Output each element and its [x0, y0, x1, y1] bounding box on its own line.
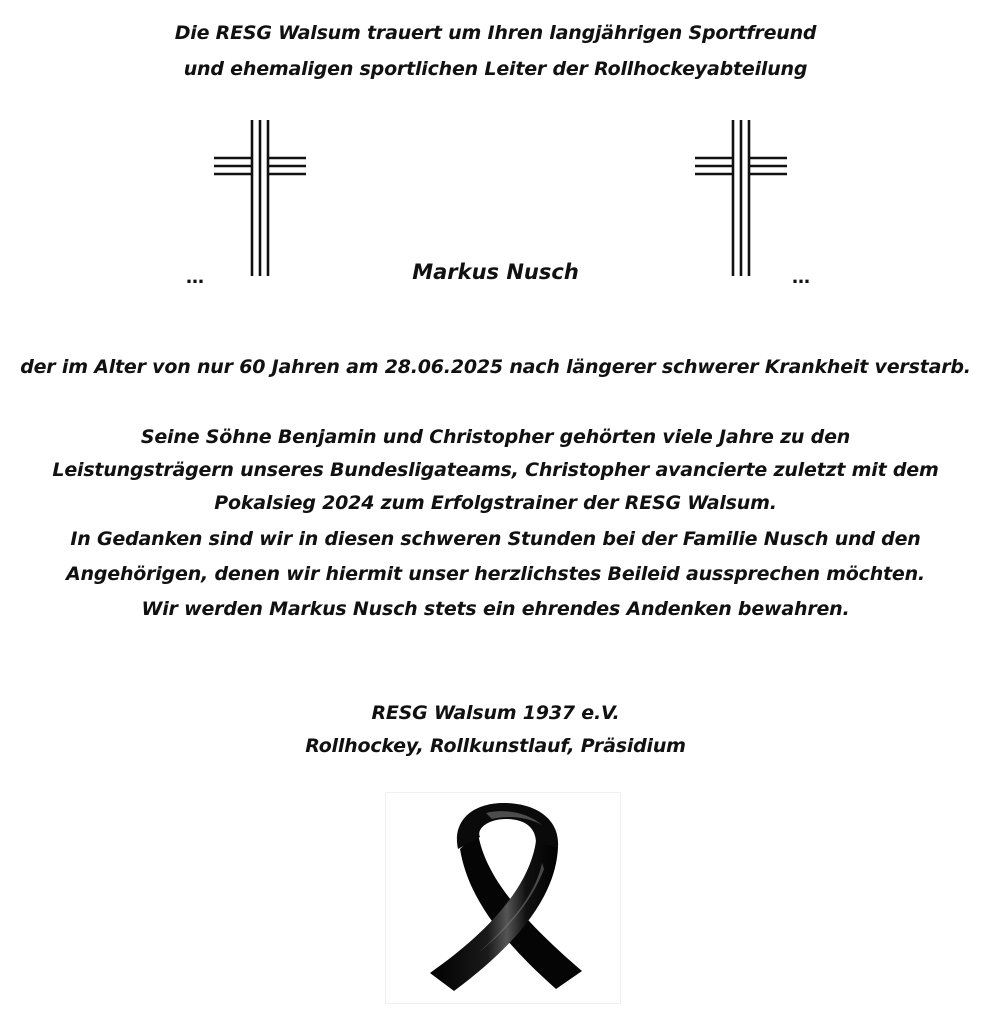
paragraph-line-4: In Gedanken sind wir in diesen schweren Stunden bei der Familie Nusch und den [70, 528, 921, 550]
ribbon-frame [385, 792, 621, 1004]
death-line: der im Alter von nur 60 Jahren am 28.06.2025 nach längerer schwerer Krankheit verstarb. [20, 356, 971, 378]
paragraph-line-3: Pokalsieg 2024 zum Erfolgstrainer der RESG Walsum. [214, 492, 777, 514]
cross-icon [695, 120, 787, 276]
cross-icon [214, 120, 306, 276]
heading-line-1: Die RESG Walsum trauert um Ihren langjährigen Sportfreund [174, 22, 817, 44]
signature-departments: Rollhockey, Rollkunstlauf, Präsidium [305, 735, 686, 757]
signature-org: RESG Walsum 1937 e.V. [371, 702, 620, 724]
paragraph-line-6: Wir werden Markus Nusch stets ein ehrendes Andenken bewahren. [141, 598, 850, 620]
paragraph-line-1: Seine Söhne Benjamin und Christopher gehörten viele Jahre zu den [140, 426, 851, 448]
paragraph-line-2: Leistungsträgern unseres Bundesligateams, Christopher avancierte zuletzt mit dem [52, 459, 939, 481]
mourning-ribbon-icon [386, 793, 620, 1003]
deceased-name: Markus Nusch [412, 260, 579, 284]
dots-right: … [792, 267, 811, 288]
paragraph-line-5: Angehörigen, denen wir hiermit unser herzlichstes Beileid aussprechen möchten. [66, 563, 925, 585]
dots-left: … [186, 267, 205, 288]
heading-line-2: und ehemaligen sportlichen Leiter der Rollhockeyabteilung [183, 58, 808, 80]
